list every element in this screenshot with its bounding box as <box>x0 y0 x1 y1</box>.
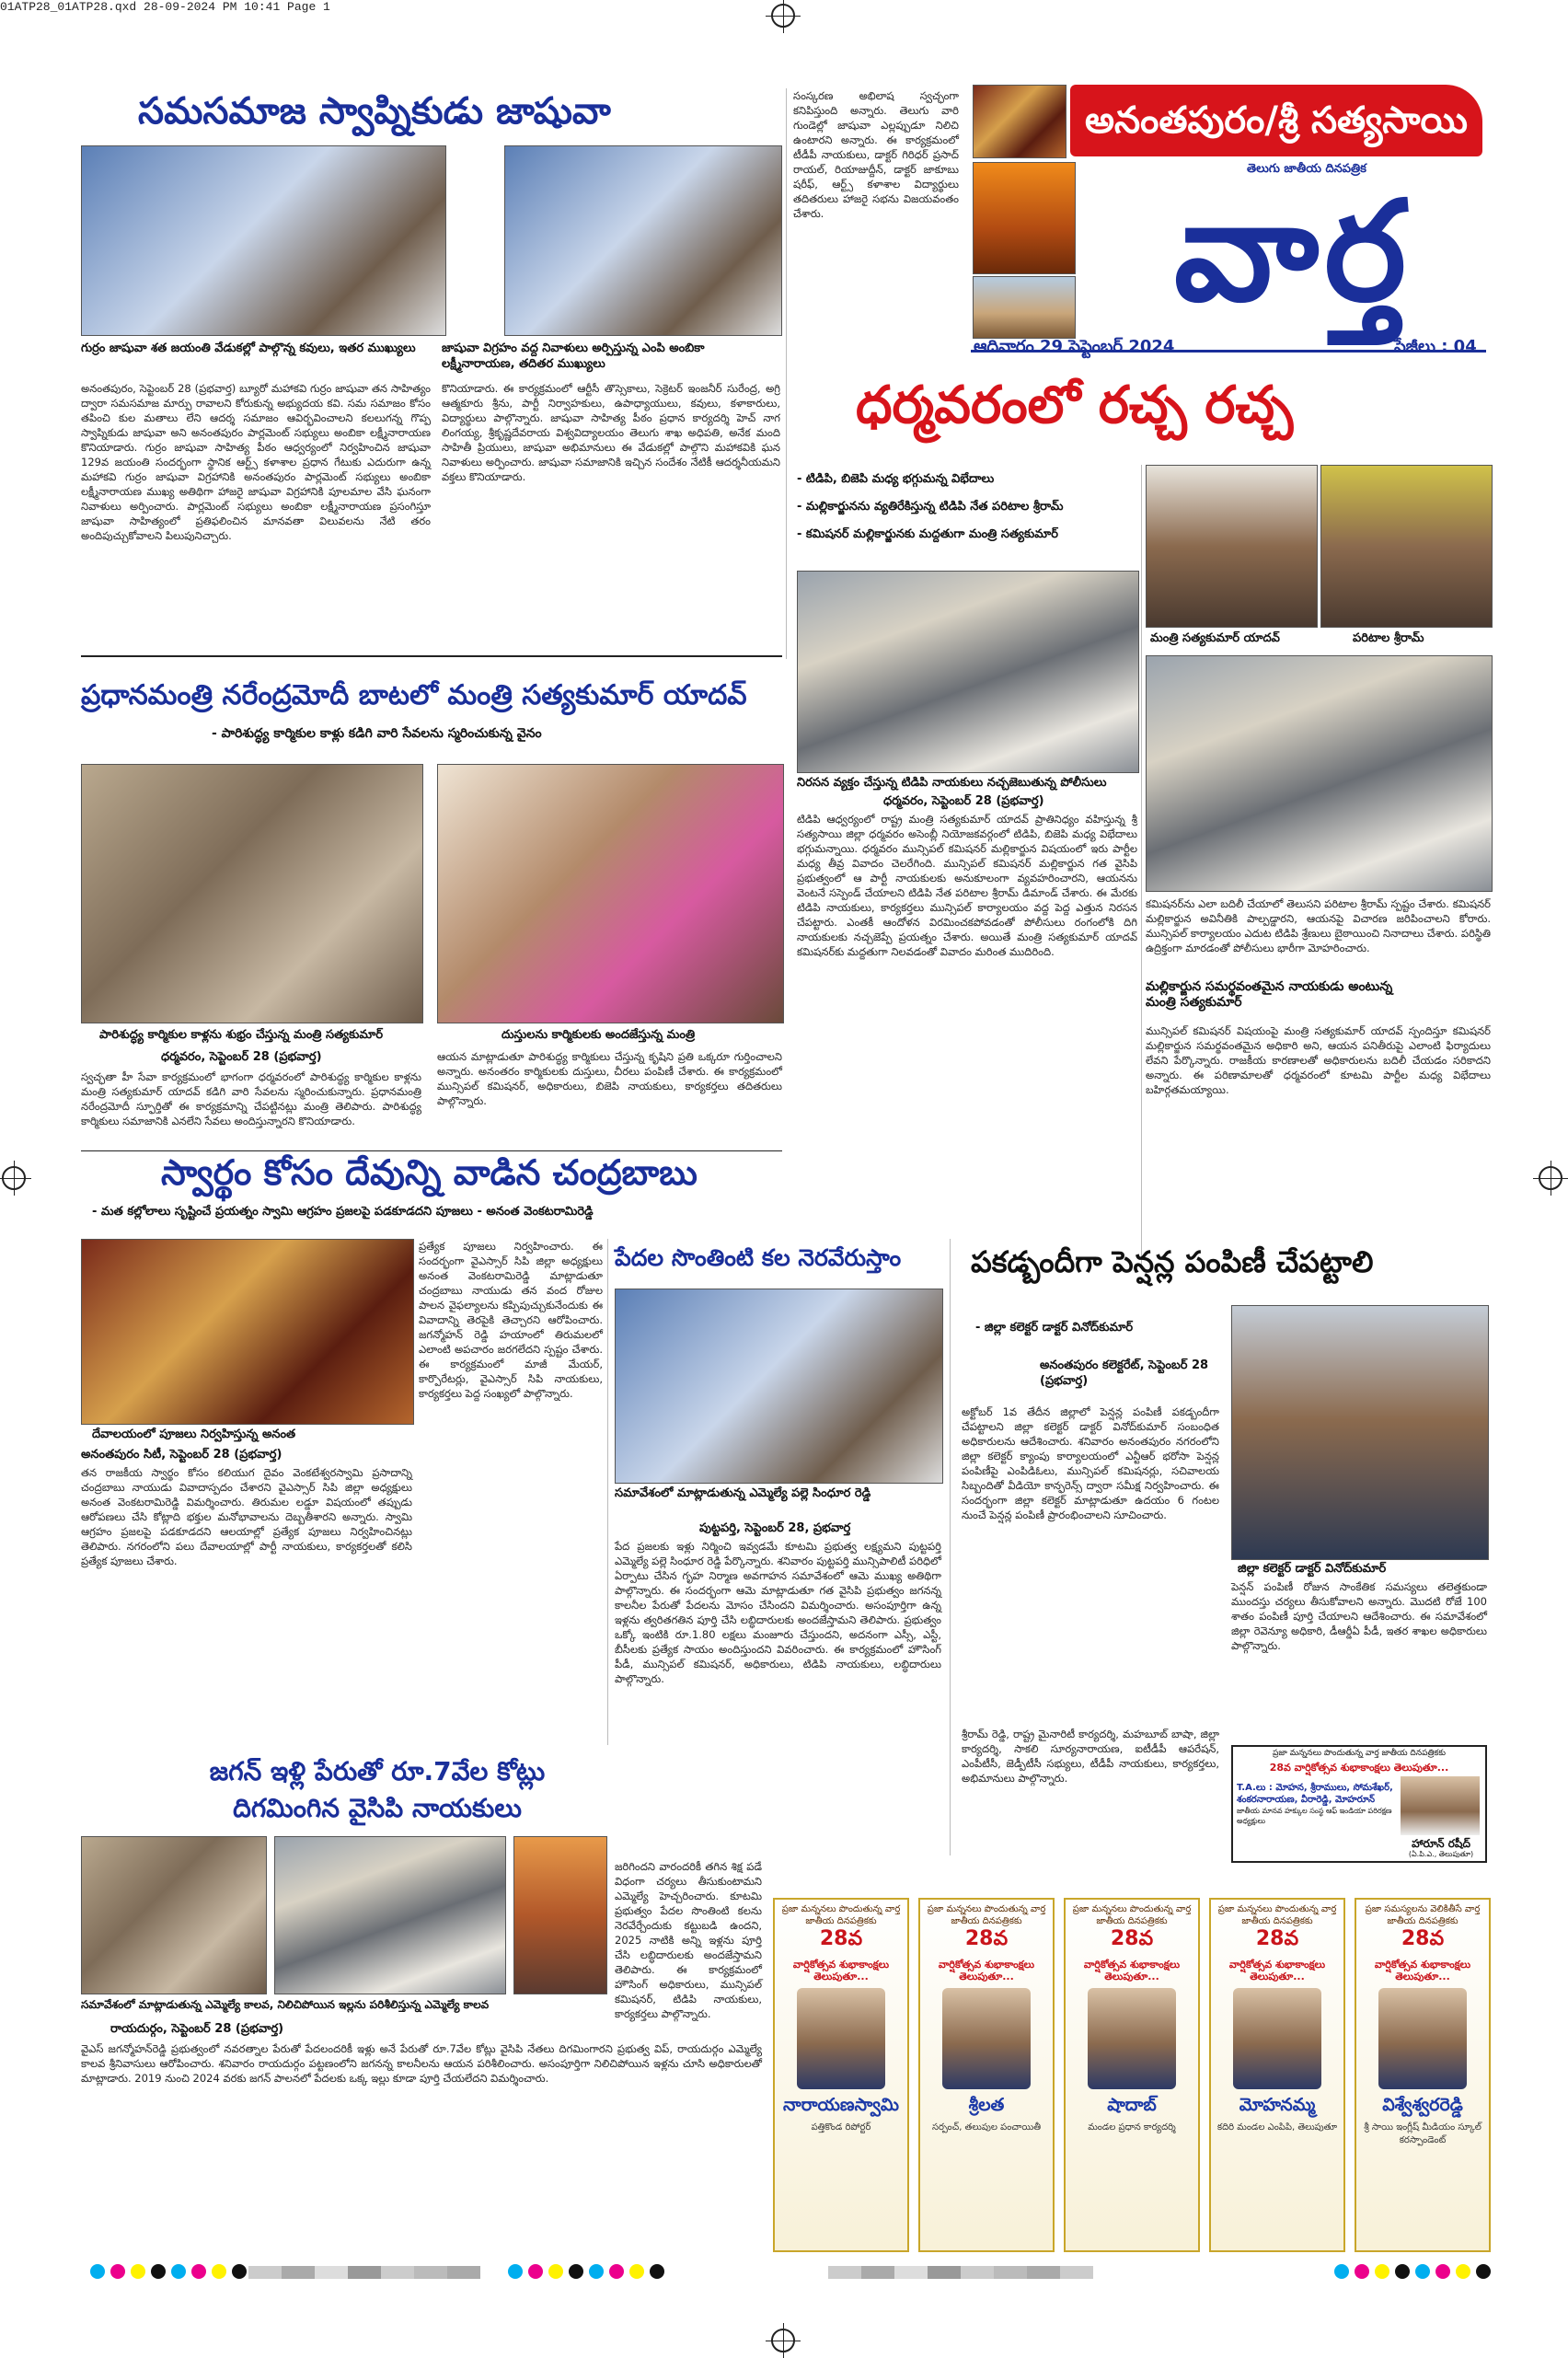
greeting-ad <box>918 1898 1055 2252</box>
story2-body-2: కమిషనర్‌ను ఎలా బదిలీ చేయాలో తెలుసని పరిటాల శ్రీరామ్ స్పష్టం చేశారు. కమిషనర్ మల్లికార్జున అవినీతికి పాల్పడ్డారని, ఆయనపై విచారణ జరిపించాలని కోరారు. మున్సిపల్ కార్యాలయం ఎదుట టిడిపి శ్రేణులు బైఠాయించి నినాదాలు చేశారు. పరిస్థితి ఉద్రిక్తంగా మారడంతో పోలీసులు భారీగా మోహరించారు. <box>1146 897 1491 954</box>
greeting-ad-name: శ్రీలత <box>968 2095 1005 2115</box>
greeting-ad <box>1355 1898 1491 2252</box>
greeting-ad <box>1064 1898 1200 2252</box>
story4-caption: దేవాలయంలో పూజలు నిర్వహిస్తున్న అనంత <box>92 1428 296 1441</box>
story5-dateline: పుట్టపర్తి, సెప్టెంబర్ 28, ప్రభవార్త <box>699 1521 851 1535</box>
greeting-ad-photo <box>1233 1988 1321 2089</box>
column-rule <box>950 1239 951 1855</box>
story1-body-left: అనంతపురం, సెప్టెంబర్ 28 (ప్రభవార్త) బ్యూరో మహాకవి గుర్రం జాషువా తన సాహిత్యం ద్వారా సమసమాజ మార్పు రావాలని కోరుకున్న అభ్యుదయ కవి. సమ సమాజం కోసం తపించి కుల మతాలు లేని ఆదర్శ సమాజం ఆవిర్భవించాలని కలలుగన్న గొప్ప స్వాప్నికుడు జాషువా అని అనంతపురం పార్లమెంట్ సభ్యులు అంబికా లక్ష్మీనారాయణ కొనియాడారు. గుర్రం జాషువా సాహిత్య పీఠం ఆధ్వర్యంలో నిర్వహించిన జాషువా 129వ జయంతి సందర్భంగా స్థానిక ఆర్ట్స్ కళాశాల ప్రధాన గేటుకు ఎదురుగా ఉన్న మహాకవి గుర్రం జాషువా విగ్రహానికి అనంతపురం పార్లమెంట్ సభ్యులు అంబికా లక్ష్మీనారాయణ ముఖ్య అతిథిగా హాజరై జాషువా విగ్రహానికి పూలమాల వేసి ఘనంగా నివాళులు అర్పించారు. పార్లమెంట్ సభ్యులు అంబికా లక్ష్మీనారాయణ ప్రసంగిస్తూ జాషువా సాహిత్యంలో ప్రతిఫలించిన మానవతా విలువలను నేటి తరం అందిపుచ్చుకోవాలని పిలుపునిచ్చారు. <box>81 382 431 542</box>
greeting-ad-name: మోహనమ్మ <box>1239 2095 1316 2115</box>
story2-portrait2-caption: పరిటాల శ్రీరామ్ <box>1353 631 1424 645</box>
story2-photo-caption-right: మల్లికార్జున సమర్థవంతమైన నాయకుడు అంటున్న మంత్రి సత్యకుమార్ <box>1146 979 1393 1010</box>
greeting-ad-name: విశ్వేశ్వరరెడ్డి <box>1382 2095 1463 2115</box>
color-dots-center <box>508 2264 664 2279</box>
greeting-ad-number: 28వ <box>1255 1927 1299 1950</box>
color-dots-right <box>1334 2264 1491 2279</box>
story3-photo-washing <box>81 764 423 1023</box>
story2-body-3: మున్సిపల్ కమిషనర్ విషయంపై మంత్రి సత్యకుమార్ యాదవ్ స్పందిస్తూ కమిషనర్ మల్లికార్జున సమర్థవంతమైన అధికారి అని, ఆయన పనితీరుపై ఎలాంటి ఫిర్యాదులు లేవని పేర్కొన్నారు. రాజకీయ కారణాలతో అధికారులను బదిలీ చేయడం సరికాదని అన్నారు. ఈ పరిణామాలతో ధర్మవరంలో కూటమి పార్టీల మధ్య విభేదాలు బహిర్గతమయ్యాయి. <box>1146 1024 1491 1096</box>
story6-photo-collector <box>1231 1305 1489 1560</box>
page-slug: 01ATP28_01ATP28.qxd 28-09-2024 PM 10:41 Page 1 <box>0 0 330 14</box>
greeting-ad-number: 28వ <box>1401 1927 1445 1950</box>
greeting-ad-intro: ప్రజా మన్ననలు పొందుతున్న వార్త జాతీయ దినపత్రికకు <box>927 1904 1046 1926</box>
masthead <box>971 81 1486 346</box>
greeting-ad-role: మండల ప్రధాన కార్యదర్శి <box>1088 2122 1176 2133</box>
story5-body: పేద ప్రజలకు ఇళ్లు నిర్మించి ఇవ్వడమే కూటమి ప్రభుత్వ లక్ష్యమని పుట్టపర్తి ఎమ్మెల్యే పల్లె సింధూర రెడ్డి పేర్కొన్నారు. శనివారం పుట్టపర్తి మున్సిపాలిటీ పరిధిలో ఏర్పాటు చేసిన గృహ నిర్మాణ అవగాహన సమావేశంలో ఆమె ముఖ్య అతిథిగా పాల్గొన్నారు. ఈ సందర్భంగా ఆమె మాట్లాడుతూ గత వైసిపి ప్రభుత్వం జగనన్న కాలనీల పేరుతో పేదలను మోసం చేసిందని విమర్శించారు. అసంపూర్తిగా ఉన్న ఇళ్లను త్వరితగతిన పూర్తి చేసి లబ్ధిదారులకు అందజేస్తామని తెలిపారు. ప్రభుత్వం ఒక్కో ఇంటికి రూ.1.80 లక్షలు మంజూరు చేస్తుందని, అదనంగా ఎస్సీ, ఎస్టీ, బీసీలకు ప్రత్యేక సాయం అందిస్తుందని వివరించారు. ఈ కార్యక్రమంలో హౌసింగ్ పీడీ, మున్సిపల్ కమిషనర్, అధికారులు, టిడిపి నాయకులు, లబ్ధిదారులు పాల్గొన్నారు. <box>615 1540 941 1685</box>
story1-caption2: జాషువా విగ్రహం వద్ద నివాళులు అర్పిస్తున్న ఎంపి అంబికా లక్ష్మీనారాయణ, తదితర ముఖ్యులు <box>442 341 705 371</box>
story2-bullet-1: - టిడిపి, బిజెపి మధ్య భగ్గుమన్న విభేదాలు <box>797 472 995 486</box>
story6-dateline: అనంతపురం కలెక్టరేట్, సెప్టెంబర్ 28 (ప్రభవార్త) <box>1040 1358 1209 1388</box>
greeting-ad-number: 28వ <box>1110 1927 1154 1950</box>
story2-photo-protest <box>797 571 1139 773</box>
story1-caption1: గుర్రం జాషువా శత జయంతి వేడుకల్లో పాల్గొన్న కవులు, ఇతర ముఖ్యులు <box>81 341 416 355</box>
story1-side-column: సంస్కరణ అభిలాష స్వచ్ఛంగా కనిపిస్తుంది అన్నారు. తెలుగు వారి గుండెల్లో జాషువా ఎల్లప్పుడూ నిలిచి ఉంటారని అన్నారు. ఈ కార్యక్రమంలో టీడీపీ నాయకులు, డాక్టర్ గిరిధర్ ప్రసాద్ రాయల్, రియాజుద్దీన్, డాక్టర్ జాకూబు షరీఫ్, ఆర్ట్స్ కళాశాల విద్యార్థులు తదితరులు హాజరై సభను విజయవంతం చేశారు. <box>793 89 959 220</box>
story6-caption: జిల్లా కలెక్టర్ డాక్టర్ వినోద్‌కుమార్ <box>1238 1562 1387 1576</box>
greeting-ad <box>773 1898 909 2252</box>
section-rule <box>81 1150 782 1151</box>
story1-photo-statue <box>504 145 782 336</box>
story6-headline: పకడ్బందీగా పెన్షన్ల పంపిణీ చేపట్టాలి <box>971 1244 1374 1279</box>
greeting-ad-photo <box>1088 1988 1176 2089</box>
greeting-ad-role: కదిరి మండల ఎంపిపి, తెలుపుతూ <box>1216 2122 1338 2133</box>
story6-body-3: శ్రీరామ్ రెడ్డి, రాష్ట్ర మైనారిటీ కార్యదర్శి, మహబూబ్ బాషా, జిల్లా కార్యదర్శి, సాకలి సూర్యనారాయణ, ఐటీడీపీ ఆపరేషన్, ఎంపీటీసీ, జెడ్పీటీసీ సభ్యులు, టీడీపీ నాయకులు, కార్యకర్తలు, అభిమానులు పాల్గొన్నారు. <box>962 1728 1219 1785</box>
column-rule <box>607 1239 608 1745</box>
story1-photo-poets <box>81 145 446 336</box>
ad-banner-name: హారూన్ రషీద్ <box>1412 1837 1470 1850</box>
story4-photo-temple <box>81 1239 414 1425</box>
greeting-ad-wish: వార్షికోత్సవ శుభాకాంక్షలు తెలుపుతూ... <box>1374 1959 1471 1982</box>
greeting-ad-role: సర్పంచ్, తలుపుల పంచాయితీ <box>931 2122 1042 2133</box>
story5-caption: సమావేశంలో మాట్లాడుతున్న ఎమ్మెల్యే పల్లె సింధూర రెడ్డి <box>615 1486 871 1500</box>
story3-subhead: - పారిశుద్ధ్య కార్మికుల కాళ్లు కడిగి వారి సేవలను స్మరించుకున్న వైనం <box>212 726 542 741</box>
section-rule <box>81 655 782 657</box>
greeting-ads-row <box>773 1898 1491 2252</box>
gray-bar-left <box>248 2266 480 2279</box>
story3-caption1: పారిశుద్ధ్య కార్మికుల కాళ్లను శుభ్రం చేస్తున్న మంత్రి సత్యకుమార్ <box>99 1028 384 1042</box>
story5-headline: పేదల సొంతింటి కల నెరవేరుస్తాం <box>615 1244 902 1271</box>
greeting-ad-intro: ప్రజా సమస్యలను వెలికితీసే వార్త జాతీయ దినపత్రికకు <box>1365 1904 1481 1926</box>
story3-caption2: దుస్తులను కార్మికులకు అందజేస్తున్న మంత్రి <box>502 1028 696 1042</box>
story7-headline-2: దిగమింగిన వైసిపి నాయకులు <box>233 1793 522 1823</box>
greeting-ad-photo <box>942 1988 1031 2089</box>
story2-dateline: ధర్మవరం, సెప్టెంబర్ 28 (ప్రభవార్త) <box>883 794 1044 808</box>
story3-photo-clothes <box>437 764 784 1023</box>
story3-body-1: స్వచ్ఛతా హీ సేవా కార్యక్రమంలో భాగంగా ధర్మవరంలో పారిశుద్ధ్య కార్మికుల కాళ్లను మంత్రి సత్యకుమార్ యాదవ్ కడిగి వారి సేవలను స్మరించుకున్నారు. ప్రధానమంత్రి నరేంద్రమోదీ స్ఫూర్తితో ఈ కార్యక్రమాన్ని చేపట్టినట్లు మంత్రి తెలిపారు. పారిశుద్ధ్య కార్మికులు సమాజానికి ఎనలేని సేవలు అందిస్తున్నారని కొనియాడారు. <box>81 1070 421 1127</box>
greeting-ad-intro: ప్రజా మన్ననలు పొందుతున్న వార్త జాతీయ దినపత్రికకు <box>1072 1904 1192 1926</box>
story7-body-2: జరిగిందని వారందరికీ తగిన శిక్ష పడే విధంగా చర్యలు తీసుకుంటామని ఎమ్మెల్యే హెచ్చరించారు. కూటమి ప్రభుత్వం పేదల సొంతింటి కలను నెరవేర్చేందుకు కట్టుబడి ఉందని, 2025 నాటికి అన్ని ఇళ్లను పూర్తి చేసి లబ్ధిదారులకు అందజేస్తామని తెలిపారు. ఈ కార్యక్రమంలో హౌసింగ్ అధికారులు, మున్సిపల్ కమిషనర్, టిడిపి నాయకులు, కార్యకర్తలు పాల్గొన్నారు. <box>615 1860 762 2020</box>
story3-body-2: ఆయన మాట్లాడుతూ పారిశుద్ధ్య కార్మికులు చేస్తున్న కృషిని ప్రతి ఒక్కరూ గుర్తించాలని అన్నారు. అనంతరం కార్మికులకు దుస్తులు, చీరలు పంపిణీ చేశారు. ఈ కార్యక్రమంలో మున్సిపల్ కమిషనర్, అధికారులు, బిజెపి నాయకులు, కార్యకర్తలు తదితరులు పాల్గొన్నారు. <box>437 1050 782 1107</box>
ad-banner-ta-sub: జాతీయ మానవ హక్కుల సంస్థ ఆఫ్ ఇండియా పరిరక్షణ అధ్యక్షులు <box>1237 1807 1392 1825</box>
masthead-tagline: తెలుగు జాతీయ దినపత్రిక <box>1247 162 1366 176</box>
story2-photo-caption-left: నిరసన వ్యక్తం చేస్తున్న టిడిపి నాయకులు నచ్చజెబుతున్న పోలీసులు <box>797 776 1107 790</box>
masthead-region: అనంతపురం/శ్రీ సత్యసాయి <box>1085 99 1468 142</box>
story2-body-1: టిడిపి ఆధ్వర్యంలో రాష్ట్ర మంత్రి సత్యకుమార్ యాదవ్ ప్రాతినిధ్యం వహిస్తున్న శ్రీ సత్యసాయి జిల్లా ధర్మవరం అసెంబ్లీ నియోజకవర్గంలో టిడిపి, బిజెపి మధ్య విభేదాలు భగ్గుమన్నాయి. ధర్మవరం మున్సిపల్ కమిషనర్ మల్లికార్జున విషయంలో ఇరు పార్టీల మధ్య తీవ్ర వివాదం చెలరేగింది. మున్సిపల్ కమిషనర్ మల్లికార్జున గత వైసిపి ప్రభుత్వంలో ఆ పార్టీ నాయకులకు అనుకూలంగా వ్యవహరించారని, ఆయనను వెంటనే సస్పెండ్ చేయాలని టిడిపి నేత పరిటాల శ్రీరామ్ డిమాండ్ చేశారు. ఈ మేరకు టిడిపి నాయకులు, కార్యకర్తలు మున్సిపల్ కార్యాలయం వద్ద పెద్ద ఎత్తున నిరసన చేపట్టారు. ఎంతకీ ఆందోళన విరమించకపోవడంతో పోలీసులు రంగంలోకి దిగి నాయకులకు నచ్చజెప్పే ప్రయత్నం చేశారు. అయితే మంత్రి సత్యకుమార్ యాదవ్ కమిషనర్‌కు మద్దతుగా నిలవడంతో వివాదం మరింత ముదిరింది. <box>797 813 1137 958</box>
story4-body-2: ప్రత్యేక పూజలు నిర్వహించారు. ఈ సందర్భంగా వైఎస్సార్ సిపి జిల్లా అధ్యక్షులు అనంత వెంకటరామిరెడ్డి మాట్లాడుతూ చంద్రబాబు నాయుడు తన వంద రోజుల పాలన వైఫల్యాలను కప్పిపుచ్చుకునేందుకు ఈ వివాదాన్ని తెరపైకి తెచ్చారని ఆరోపించారు. జగన్మోహన్ రెడ్డి హయాంలో తిరుమలలో ఎలాంటి అపచారం జరగలేదని స్పష్టం చేశారు. ఈ కార్యక్రమంలో మాజీ మేయర్, కార్పొరేటర్లు, వైఎస్సార్ సిపి నాయకులు, కార్యకర్తలు పెద్ద సంఖ్యలో పాల్గొన్నారు. <box>419 1240 603 1400</box>
saint-photo <box>973 162 1074 272</box>
ad-banner-photo <box>1401 1776 1480 1835</box>
landmark-photo <box>973 276 1074 337</box>
column-rule <box>786 88 787 659</box>
greeting-ad-number: 28వ <box>964 1927 1009 1950</box>
greeting-ad-name: షాదాబ్ <box>1107 2095 1157 2115</box>
greeting-ad-number: 28వ <box>819 1927 863 1950</box>
story4-dateline: అనంతపురం సిటీ, సెప్టెంబర్ 28 (ప్రభవార్త) <box>81 1448 282 1462</box>
story2-bullet-2: - మల్లికార్జునను వ్యతిరేకిస్తున్న టిడిపి నేత పరిటాల శ్రీరామ్ <box>797 500 1064 514</box>
story6-body-2: పెన్షన్ పంపిణీ రోజున సాంకేతిక సమస్యలు తలెత్తకుండా ముందస్తు చర్యలు తీసుకోవాలని అన్నారు. మొదటి రోజే 100 శాతం పంపిణీ పూర్తి చేయాలని ఆదేశించారు. ఈ సమావేశంలో జిల్లా రెవెన్యూ అధికారి, డీఆర్డీఏ పీడీ, ఇతర శాఖల అధికారులు పాల్గొన్నారు. <box>1231 1580 1487 1652</box>
story2-portrait-minister <box>1146 465 1318 628</box>
greeting-ad-photo <box>1378 1988 1467 2089</box>
page-count: పేజీలు : 04 <box>1394 337 1477 356</box>
registration-mark <box>771 4 795 28</box>
ad-banner-intro: ప్రజా మన్ననలు పొందుతున్న వార్త జాతీయ దినపత్రికకు <box>1272 1749 1447 1758</box>
story7-headline-1: జగన్ ఇళ్లి పేరుతో రూ.7వేల కోట్లు <box>209 1756 546 1786</box>
deity-photo <box>973 85 1065 156</box>
registration-mark <box>2 1166 26 1190</box>
registration-mark <box>771 2329 795 2352</box>
greeting-ad-name: నారాయణస్వామి <box>782 2095 900 2115</box>
story6-body-1: అక్టోబర్ 1వ తేదీన జిల్లాలో పెన్షన్ల పంపిణీ పకడ్బందీగా చేపట్టాలని జిల్లా కలెక్టర్ డాక్టర్ వినోద్‌కుమార్ సంబంధిత అధికారులను ఆదేశించారు. శనివారం అనంతపురం నగరంలోని జిల్లా కలెక్టర్ క్యాంపు కార్యాలయంలో ఎన్టీఆర్ భరోసా పెన్షన్ల పంపిణీపై ఎంపిడిఓలు, మున్సిపల్ కమిషనర్లు, సచివాలయ సిబ్బందితో వీడియో కాన్ఫరెన్స్ ద్వారా సమీక్ష నిర్వహించారు. ఈ సందర్భంగా జిల్లా కలెక్టర్ మాట్లాడుతూ ఉదయం 6 గంటల నుంచే పెన్షన్ల పంపిణీ ప్రారంభించాలని సూచించారు. <box>962 1405 1219 1521</box>
story7-caption: సమావేశంలో మాట్లాడుతున్న ఎమ్మెల్యే కాలవ, నిలిచిపోయిన ఇల్లను పరిశీలిస్తున్న ఎమ్మెల్యే కాలవ <box>81 1998 490 2011</box>
greeting-ad <box>1209 1898 1345 2252</box>
story7-dateline: రాయదుర్గం, సెప్టెంబర్ 28 (ప్రభవార్త) <box>110 2022 284 2036</box>
ad-banner-ta: T.A.లు : మోహన, శ్రీరాములు, సోమశేఖర్, శంకరనారాయణ, వీరారెడ్డి, మోహరూన్ <box>1237 1783 1393 1805</box>
gray-bar-right <box>828 2266 1093 2279</box>
story7-photo-mla <box>513 1836 607 1994</box>
story7-body-1: వైఎస్ జగన్మోహన్‌రెడ్డి ప్రభుత్వంలో నవరత్నాల పేరుతో పేదలందరికీ ఇళ్లు అనే పేరుతో రూ.7వేల కోట్లు వైసిపి నేతలు దిగమింగారని ప్రభుత్వ విప్, రాయదుర్గం ఎమ్మెల్యే కాలవ శ్రీనివాసులు ఆరోపించారు. శనివారం రాయదుర్గం పట్టణంలోని జగనన్న కాలనీలను ఆయన పరిశీలించారు. అసంపూర్తిగా నిలిచిపోయిన ఇళ్లను చూసి అధికారులతో మాట్లాడారు. 2019 నుంచి 2024 వరకు జగన్ పాలనలో పేదలకు ఒక్క ఇల్లు కూడా పూర్తి చేయలేదని విమర్శించారు. <box>81 2042 762 2085</box>
story4-headline: స్వార్థం కోసం దేవున్ని వాడిన చంద్రబాబు <box>161 1152 698 1193</box>
greeting-ad-wish: వార్షికోత్సవ శుభాకాంక్షలు తెలుపుతూ... <box>1083 1959 1181 1982</box>
story1-body-right: కొనియాడారు. ఈ కార్యక్రమంలో ఆర్టీసీ తొస్సెకాలు, సెక్రెటర్ ఇంజనీర్ సురేంద్ర, అగ్రి ఆత్మకూరు శ్రీను, పార్టీ నిర్వాహకులు, ఉపాధ్యాయులు, కవులు, కళాకారులు, విద్యార్థులు పాల్గొన్నారు. జాషువా సాహిత్య పీఠం ప్రధాన కార్యదర్శి హెచ్ నాగ లింగయ్య, శ్రీకృష్ణదేవరాయ విశ్వవిద్యాలయం తెలుగు శాఖ అధిపతి, అనేక మంది సాహితీ ప్రియులు, జాషువా అభిమానులు ఈ వేడుకల్లో పాల్గొని మహాకవికి ఘన నివాళులు అర్పించారు. జాషువా సమాజానికి ఇచ్చిన సందేశం నేటికీ ఆదర్శనీయమని వక్తలు కొనియాడారు. <box>442 382 780 483</box>
ad-banner-role: (ఏ.పి.ఎ., తెలుపుతూ) <box>1408 1850 1474 1858</box>
story2-bullet-3: - కమిషనర్ మల్లికార్జునకు మద్దతుగా మంత్రి సత్యకుమార్ <box>797 527 1058 541</box>
story6-subhead: - జిల్లా కలెక్టర్ డాక్టర్ వినోద్‌కుమార్ <box>975 1321 1134 1335</box>
story2-portrait-sriram <box>1320 465 1493 628</box>
story7-photo-speech <box>81 1836 267 1994</box>
greeting-ad-photo <box>797 1988 885 2089</box>
story2-portrait1-caption: మంత్రి సత్యకుమార్ యాదవ్ <box>1150 631 1280 645</box>
greeting-ad-intro: ప్రజా మన్ననలు పొందుతున్న వార్త జాతీయ దినపత్రికకు <box>1217 1904 1337 1926</box>
story2-photo-sitin <box>1146 655 1493 892</box>
issue-date: ఆదివారం 29 సెప్టెంబర్ 2024 <box>974 337 1175 356</box>
story1-headline: సమసమాజ స్వాప్నికుడు జాషువా <box>138 90 611 133</box>
registration-mark <box>1539 1166 1562 1190</box>
story2-headline: ధర్మవరంలో రచ్చ రచ్చ <box>856 376 1294 435</box>
story3-dateline: ధర్మవరం, సెప్టెంబర్ 28 (ప్రభవార్త) <box>161 1050 322 1064</box>
story4-body-1: తన రాజకీయ స్వార్థం కోసం కలియుగ దైవం వెంకటేశ్వరస్వామి ప్రసాదాన్ని చంద్రబాబు నాయుడు వివాదాస్పదం చేశారని వైఎస్సార్ సిపి జిల్లా అధ్యక్షులు అనంత వెంకటరామిరెడ్డి విమర్శించారు. తిరుమల లడ్డూ విషయంలో తప్పుడు ఆరోపణలు చేసి కోట్లాది భక్తుల మనోభావాలను దెబ్బతీశారని అన్నారు. స్వామి ఆగ్రహం ప్రజలపై పడకూడదని ఆలయాల్లో ప్రత్యేక పూజలు నిర్వహించినట్లు తెలిపారు. నగరంలోని పలు దేవాలయాల్లో పార్టీ నాయకులు, కార్యకర్తలతో కలిసి ప్రత్యేక పూజలు చేశారు. <box>81 1466 412 1567</box>
story5-photo-meeting <box>615 1289 943 1484</box>
color-dots-left <box>90 2264 247 2279</box>
masthead-logo: వార్త <box>1173 172 1412 332</box>
story4-subhead: - మత కల్లోలాలు సృష్టించే ప్రయత్నం స్వామి ఆగ్రహం ప్రజలపై పడకూడదని పూజలు - అనంత వెంకటరామిరెడ్డి <box>92 1205 594 1219</box>
greeting-ad-role: పత్తికొండ రిపోర్టర్ <box>811 2122 871 2133</box>
greeting-ad-intro: ప్రజా మన్ననలు పొందుతున్న వార్త జాతీయ దినపత్రికకు <box>781 1904 901 1926</box>
ad-banner-anniversary: 28వ వార్షికోత్సవ శుభాకాంక్షలు తెలుపుతూ... <box>1269 1762 1449 1774</box>
greeting-ad-wish: వార్షికోత్సవ శుభాకాంక్షలు తెలుపుతూ... <box>1228 1959 1326 1982</box>
greeting-ad-role: శ్రీ సాయి ఇంగ్లీష్ మీడియం స్కూల్ కరస్పాండెంట్ <box>1364 2122 1482 2145</box>
story3-headline: ప్రధానమంత్రి నరేంద్రమోదీ బాటలో మంత్రి సత్యకుమార్ యాదవ్ <box>81 679 747 711</box>
story7-photo-inspection <box>274 1836 506 1994</box>
greeting-ad-wish: వార్షికోత్సవ శుభాకాంక్షలు తెలుపుతూ... <box>938 1959 1035 1982</box>
greeting-ad-wish: వార్షికోత్సవ శుభాకాంక్షలు తెలుపుతూ... <box>792 1959 890 1982</box>
ad-banner <box>1231 1745 1487 1863</box>
column-rule <box>1141 465 1142 1266</box>
